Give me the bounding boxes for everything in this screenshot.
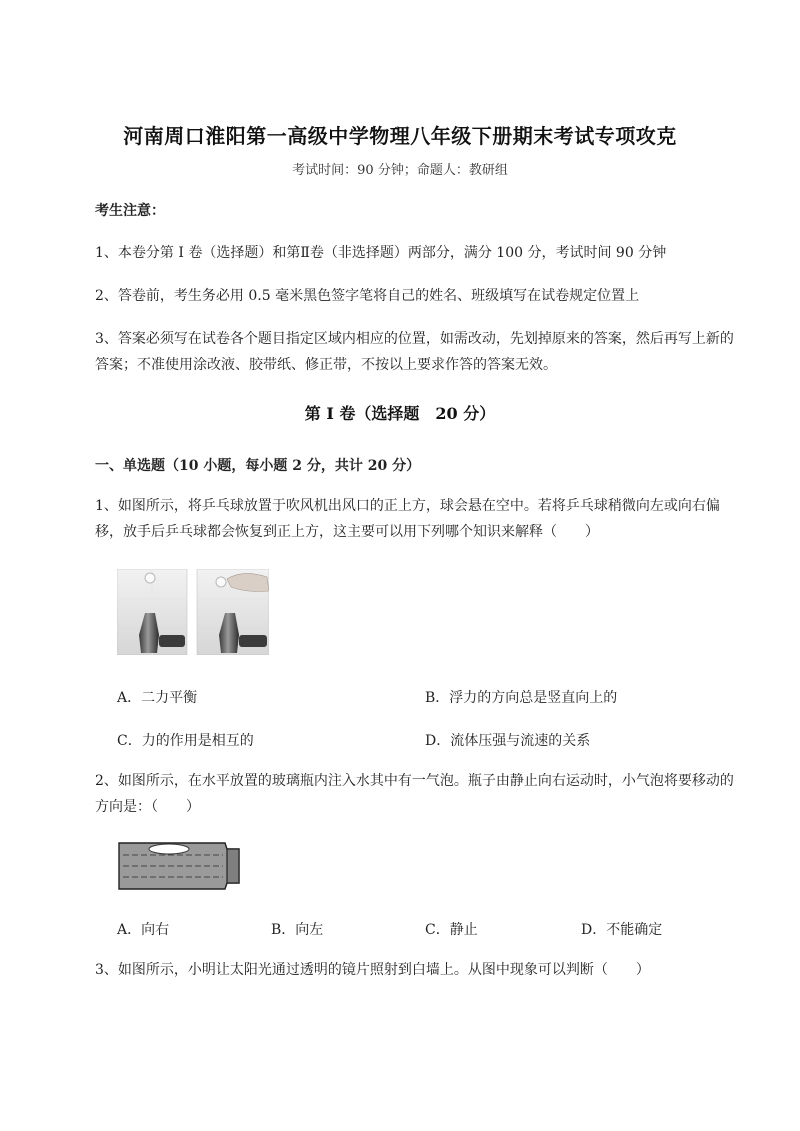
notice-item-3: 3、答案必须写在试卷各个题目指定区域内相应的位置，如需改动，先划掉原来的答案，然后再写上新的答案；不准使用涂改液、胶带纸、修正带，不按以上要求作答的答案无效。 xyxy=(95,331,734,373)
notice-heading: 考生注意： xyxy=(95,203,165,219)
exam-subtitle: 考试时间：90 分钟；命题人：教研组 xyxy=(292,163,508,178)
section-title: 第 I 卷（选择题 20 分） xyxy=(304,404,496,423)
question-1-option-b: B．浮力的方向总是竖直向上的 xyxy=(425,690,618,706)
question-3-text: 3、如图所示，小明让太阳光通过透明的镜片照射到白墙上。从图中现象可以判断（ ） xyxy=(95,962,650,978)
question-1-option-d: D．流体压强与流速的关系 xyxy=(425,733,591,749)
glass-bottle-bubble-image xyxy=(117,839,249,893)
notice-item-2: 2、答卷前，考生务必用 0.5 毫米黑色签字笔将自己的姓名、班级填写在试卷规定位置上 xyxy=(95,288,640,304)
part-heading: 一、单选题（10 小题，每小题 2 分，共计 20 分） xyxy=(95,458,421,474)
page-title: 河南周口淮阳第一高级中学物理八年级下册期末考试专项攻克 xyxy=(123,124,677,148)
hair-dryer-ping-pong-image xyxy=(117,569,269,655)
question-2-figure xyxy=(117,839,249,897)
question-2-option-b: B．向左 xyxy=(271,922,324,938)
question-2-text: 2、如图所示，在水平放置的玻璃瓶内注入水其中有一气泡。瓶子由静止向右运动时，小气泡将要移动的方向是：（ ） xyxy=(95,773,734,815)
question-2-option-d: D．不能确定 xyxy=(581,922,663,938)
question-1-figure xyxy=(117,569,269,659)
question-1-text: 1、如图所示，将乒乓球放置于吹风机出风口的正上方，球会悬在空中。若将乒乓球稍微向左或向右偏移，放手后乒乓球都会恢复到正上方，这主要可以用下列哪个知识来解释（ ） xyxy=(95,498,720,540)
question-2-option-a: A．向右 xyxy=(117,922,170,938)
question-2-option-c: C．静止 xyxy=(425,922,478,938)
notice-item-1: 1、本卷分第 I 卷（选择题）和第Ⅱ卷（非选择题）两部分，满分 100 分，考试时间 90 分钟 xyxy=(95,245,667,261)
question-1-option-c: C．力的作用是相互的 xyxy=(117,733,254,749)
question-1-option-a: A．二力平衡 xyxy=(117,690,198,706)
